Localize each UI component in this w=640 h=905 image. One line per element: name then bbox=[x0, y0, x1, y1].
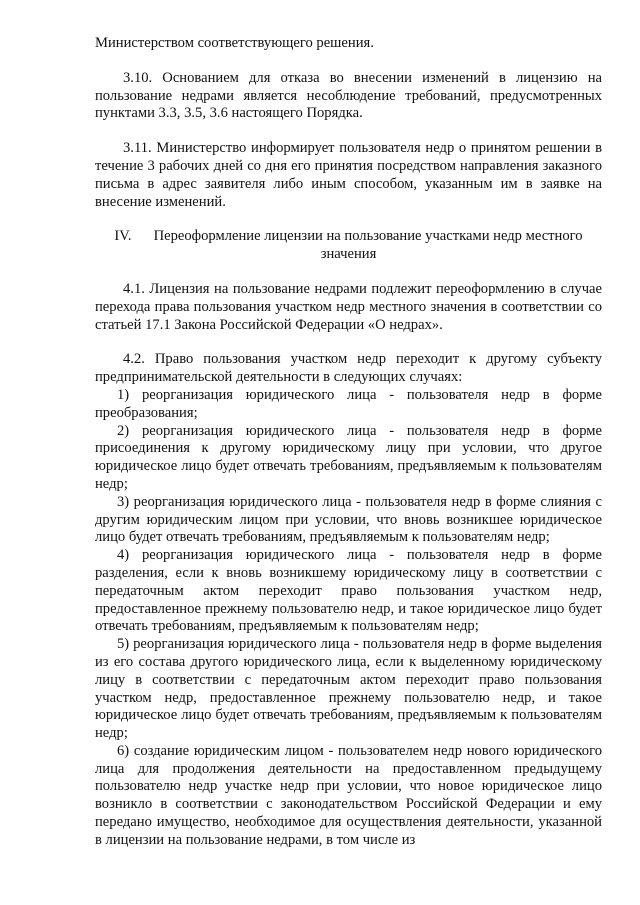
list-item-4: 4) реорганизация юридического лица - пользователя недр в форме разделения, если к вновь возникшему юридическому лицу в соответствии с передаточным актом переходит право пользования участком недр, предоставленное прежнему пользователю недр, и такое юридическое лицо будет отвечать требованиям, предъявляемым к пользователям недр; bbox=[95, 547, 602, 635]
list-item-3: 3) реорганизация юридического лица - пользователя недр в форме слияния с другим юридическим лицом при условии, что вновь возникшее юридическое лицо будет отвечать требованиям, предъявляемым к пользователям недр; bbox=[95, 493, 602, 546]
list-item-5: 5) реорганизация юридического лица - пользователя недр в форме выделения из его состава другого юридического лица, если к выделенному юридическому лицу в соответствии с передаточным актом переходит право пользования участком недр, предоставленное прежнему пользователю недр, и такое юридическое лицо будет отвечать требованиям, предъявляемым к пользователям недр; bbox=[95, 636, 602, 742]
section-title: Переоформление лицензии на пользование участками недр местного значения bbox=[153, 228, 583, 263]
intro-line: Министерством соответствующего решения. bbox=[95, 35, 374, 51]
list-item-1: 1) реорганизация юридического лица - пользователя недр в форме преобразования; bbox=[95, 386, 602, 421]
paragraph-4-2: 4.2. Право пользования участком недр переходит к другому субъекту предпринимательской деятельности в следующих случаях: bbox=[95, 351, 602, 386]
document-page bbox=[95, 35, 602, 850]
paragraph-3-10: 3.10. Основанием для отказа во внесении изменений в лицензию на пользование недрами является несоблюдение требований, предусмотренных пунктами 3.3, 3.5, 3.6 настоящего Порядка. bbox=[95, 69, 602, 122]
list-item-6: 6) создание юридическим лицом - пользователем недр нового юридического лица для продолжения деятельности на предоставленном предыдущему пользователю недр участке недр при условии, что новое юридическое лицо возникло в соответствии с законодательством Российской Федерации и ему передано имущество, необходимое для осуществления деятельности, указанной в лицензии на пользование недрами, в том числе из bbox=[95, 742, 602, 848]
section-heading bbox=[95, 228, 602, 264]
paragraph-4-1: 4.1. Лицензия на пользование недрами подлежит переоформлению в случае перехода права пользования участком недр местного значения в соответствии со статьей 17.1 Закона Российской Федерации «О недрах». bbox=[95, 280, 602, 333]
paragraph-3-11: 3.11. Министерство информирует пользователя недр о принятом решении в течение 3 рабочих дней со дня его принятия посредством направления заказного письма в адрес заявителя либо иным способом, указанным им в заявке на внесение изменений. bbox=[95, 140, 602, 210]
section-number: IV. bbox=[114, 228, 132, 245]
list-item-2: 2) реорганизация юридического лица - пользователя недр в форме присоединения к другому юридическому лицу при условии, что другое юридическое лицо будет отвечать требованиям, предъявляемым к пользователям недр; bbox=[95, 422, 602, 492]
